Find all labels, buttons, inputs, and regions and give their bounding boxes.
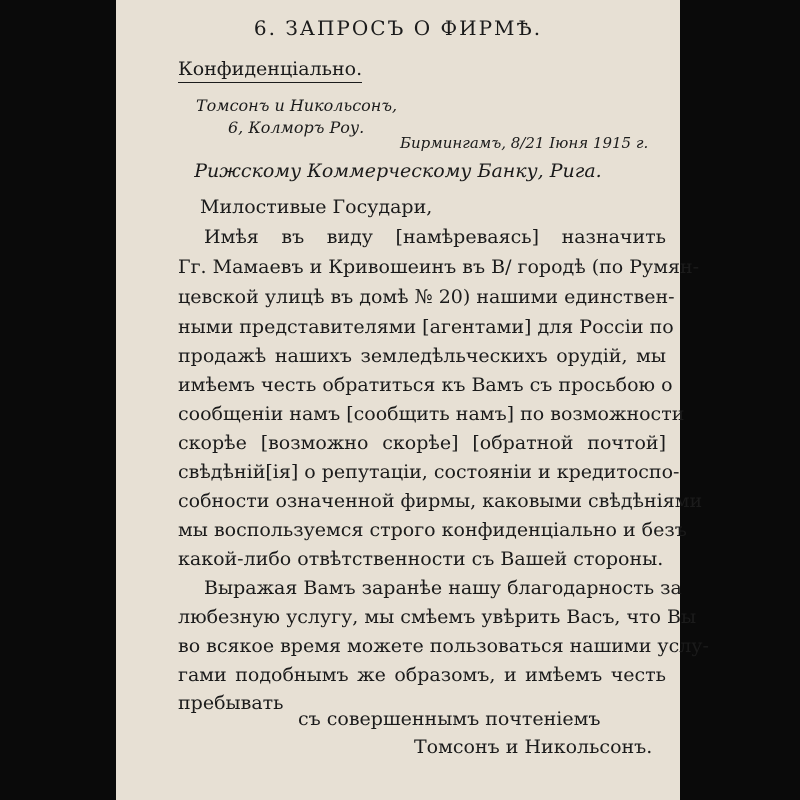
signature: Томсонъ и Никольсонъ. <box>414 736 653 758</box>
text-line: имѣемъ честь обратиться къ Вамъ съ просьбою о <box>178 374 673 396</box>
text-line: цевской улицѣ въ домѣ № 20) нашими единствен- <box>178 286 675 308</box>
text-line: ными представителями [агентами] для Россіи по <box>178 316 674 338</box>
text-line: Имѣя въ виду [намѣреваясь] назначить <box>204 226 666 248</box>
sender-address: 6, Колморъ Роу. <box>228 118 365 137</box>
document-page <box>116 0 709 800</box>
sender-name: Томсонъ и Никольсонъ, <box>196 96 398 115</box>
text-line: какой-либо отвѣтственности съ Вашей стороны. <box>178 548 664 570</box>
text-line: Выражая Вамъ заранѣе нашу благодарность за <box>204 577 682 599</box>
text-line: Гг. Мамаевъ и Кривошеинъ въ В/ городѣ (по Румян- <box>178 256 700 278</box>
text-line: во всякое время можете пользоваться нашими услу- <box>178 635 709 657</box>
text-line: сообщеніи намъ [сообщить намъ] по возможности <box>178 403 685 425</box>
text-line: гами подобнымъ же образомъ, и имѣемъ честь <box>178 664 666 686</box>
text-line: свѣдѣній[ія] о репутаціи, состояніи и кредитоспо- <box>178 461 680 483</box>
text-line: пребывать <box>178 692 284 714</box>
place-date: Бирмингамъ, 8/21 Іюня 1915 г. <box>400 134 649 152</box>
closing-phrase: съ совершеннымъ почтеніемъ <box>298 708 601 730</box>
section-title: 6. ЗАПРОСЪ О ФИРМѢ. <box>253 16 543 40</box>
text-line: любезную услугу, мы смѣемъ увѣрить Васъ, что Вы <box>178 606 697 628</box>
text-line: скорѣе [возможно скорѣе] [обратной почтой] <box>178 432 666 454</box>
salutation: Милостивые Государи, <box>200 196 433 218</box>
addressee: Рижскому Коммерческому Банку, Рига. <box>194 160 602 182</box>
text-line: продажѣ нашихъ земледѣльческихъ орудій, мы <box>178 345 666 367</box>
text-line: мы воспользуемся строго конфиденціально и безъ <box>178 519 687 541</box>
confidential-label: Конфиденціально. <box>178 58 362 83</box>
text-line: собности означенной фирмы, каковыми свѣдѣніями <box>178 490 703 512</box>
